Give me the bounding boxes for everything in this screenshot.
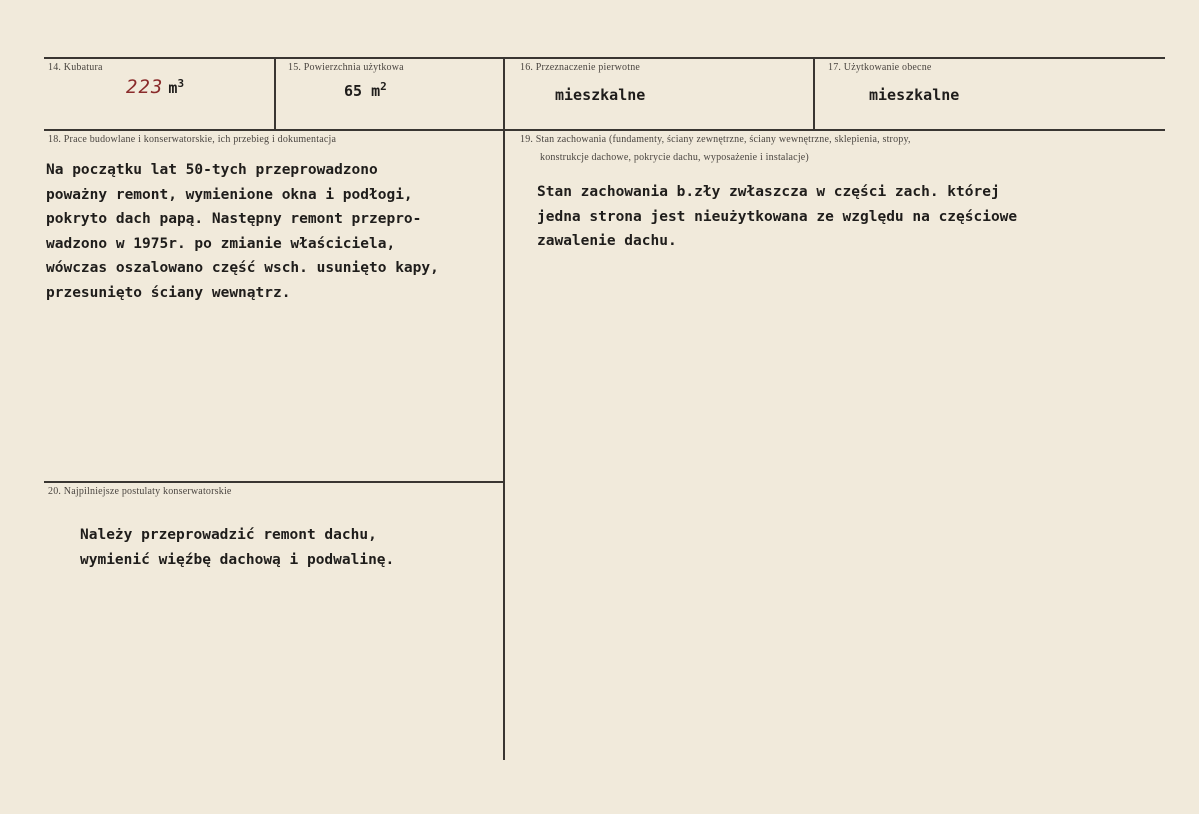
top-rule [44,57,1165,59]
text-line: Należy przeprowadzić remont dachu, [80,527,377,543]
text-line: wadzono w 1975r. po zmianie właściciela, [46,235,396,252]
field-17-label: 17. Użytkowanie obecne [828,62,932,73]
text-line: wymienić więźbę dachową i podwalinę. [80,552,395,568]
col-divider-2 [503,57,505,760]
field-15-value: 65 $m^2$ [344,80,387,100]
text-line: przesunięto ściany wewnątrz. [46,284,291,301]
text-line: Stan zachowania b.zły zwłaszcza w części zach. której [537,184,1000,200]
field-19-label-1: 19. Stan zachowania (fundamenty, ściany zewnętrzne, ściany wewnętrzne, sklepienia, stropy, [520,134,911,145]
field-16-label: 16. Przeznaczenie pierwotne [520,62,641,73]
field-14-value [126,76,184,98]
field-17-value: mieszkalne [869,86,960,104]
col-divider-3 [813,57,815,129]
field-14-label: 14. Kubatura [48,62,103,73]
text-line: poważny remont, wymienione okna i podłogi, [46,186,413,203]
section-20-divider [44,481,503,483]
field-19-label-2: konstrukcje dachowe, pokrycie dachu, wyposażenie i instalacje) [540,152,809,163]
kubatura-unit: $m^3$ [168,77,185,97]
field-18-text [46,158,439,305]
text-line: pokryto dach papą. Następny remont przepro- [46,211,422,227]
kubatura-number: 223 [126,76,164,98]
text-line: wówczas oszalowano część wsch. usunięto kapy, [46,260,439,276]
text-line: jedna strona jest nieużytkowana ze względu na częściowe [537,208,1018,225]
row-divider [44,129,1165,131]
field-19-text [537,180,1017,254]
text-line: Na początku lat 50-tych przeprowadzono [46,162,378,178]
text-line: zawalenie dachu. [537,233,677,249]
field-15-label: 15. Powierzchnia użytkowa [288,62,404,73]
field-20-text [80,523,394,573]
field-20-label: 20. Najpilniejsze postulaty konserwatorskie [48,486,232,497]
field-18-label: 18. Prace budowlane i konserwatorskie, ich przebieg i dokumentacja [48,134,337,145]
field-16-value: mieszkalne [555,86,646,104]
col-divider-1 [274,57,276,129]
